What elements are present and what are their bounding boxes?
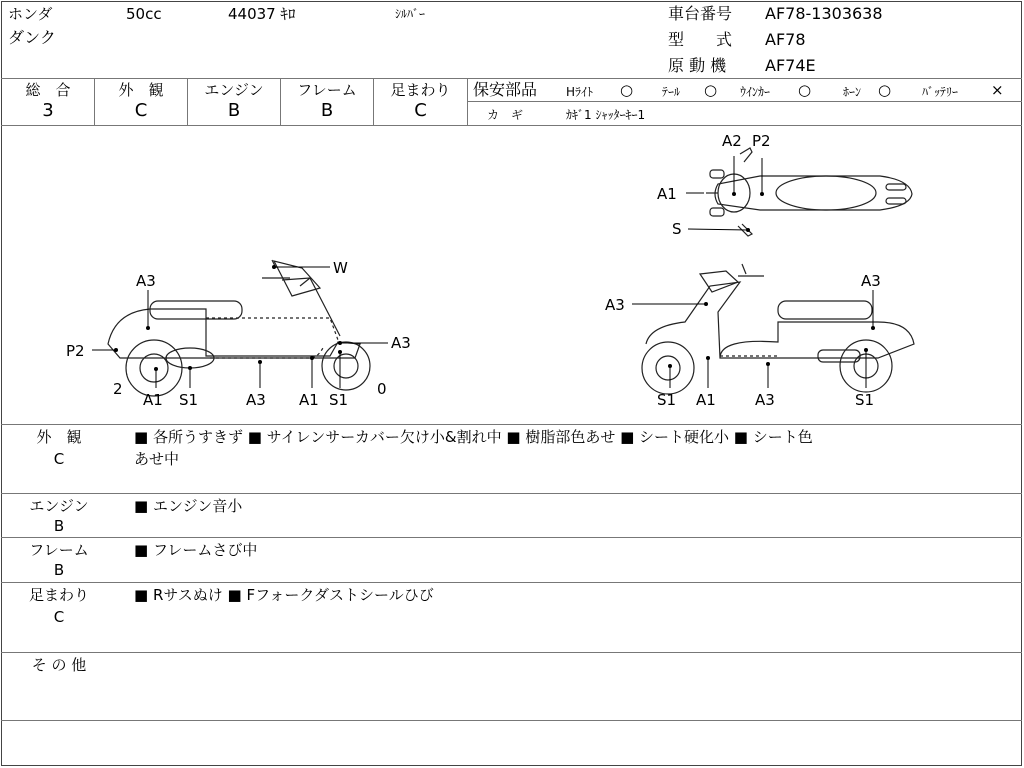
note-label: フレーム [29, 541, 89, 559]
note-grade: C [53, 608, 65, 626]
note-label: 足まわり [28, 586, 89, 604]
grade-value: B [227, 100, 241, 121]
color: ｼﾙﾊﾞｰ [395, 7, 426, 21]
type-label: 型 式 [668, 30, 733, 49]
damage-label: A1 [143, 391, 163, 409]
grade-label: フレーム [297, 81, 357, 99]
note-line: ■ 各所うすきず ■ サイレンサーカバー欠け小&割れ中 ■ 樹脂部色あせ ■ シート硬化小 ■ シート色 [134, 428, 813, 446]
note-line: ■ エンジン音小 [134, 497, 243, 515]
grade-label: 足まわり [390, 81, 451, 99]
divider [1, 652, 1022, 653]
grade-value: C [134, 100, 148, 121]
damage-label: A3 [605, 296, 625, 314]
damage-label: P2 [66, 342, 85, 360]
safety-item-name: ﾃｰﾙ [662, 85, 681, 99]
type-value: AF78 [765, 30, 806, 49]
damage-label: A1 [657, 185, 677, 203]
damage-label: S1 [657, 391, 677, 409]
divider [1, 582, 1022, 583]
grade-value: B [320, 100, 334, 121]
damage-diagram [0, 126, 1024, 424]
note-grade: B [53, 517, 65, 535]
damage-label: A3 [391, 334, 411, 352]
model-name: ダンク [8, 28, 56, 47]
damage-label: S1 [329, 391, 349, 409]
damage-label: A2 [722, 132, 742, 150]
key-value: ｶｷﾞ1 ｼｬｯﾀｰｷｰ1 [566, 108, 646, 122]
engine-model-label: 原 動 機 [668, 56, 727, 75]
divider [1, 537, 1022, 538]
safety-item-mark: ○ [878, 81, 892, 99]
mileage: 44037 ｷﾛ [228, 5, 296, 23]
divider [1, 78, 1022, 79]
damage-label: 0 [377, 380, 387, 398]
note-label: 外 観 [36, 428, 82, 446]
damage-label: A1 [299, 391, 319, 409]
damage-label: S1 [179, 391, 199, 409]
displacement: 50cc [126, 5, 162, 23]
chassis-label: 車台番号 [668, 4, 733, 23]
note-line: ■ フレームさび中 [134, 541, 258, 559]
note-label: エンジン [29, 497, 89, 515]
grade-value: 3 [42, 100, 54, 121]
damage-label: W [333, 259, 348, 277]
leader-lines [92, 156, 873, 388]
safety-item-mark: ○ [704, 81, 718, 99]
grade-label: 総 合 [25, 81, 71, 99]
divider [1, 424, 1022, 425]
safety-item-name: ﾊﾞｯﾃﾘｰ [922, 85, 959, 99]
note-label: そ の 他 [31, 656, 87, 674]
divider [467, 101, 1022, 102]
safety-item-name: Hﾗｲﾄ [566, 85, 594, 99]
divider [1, 720, 1022, 721]
safety-label: 保安部品 [473, 80, 538, 99]
scooter-top-view [706, 148, 912, 236]
note-line: ■ Rサスぬけ ■ Fフォークダストシールひび [134, 586, 434, 604]
damage-label: P2 [752, 132, 771, 150]
grade-value: C [414, 100, 427, 121]
damage-label: S [672, 220, 682, 238]
divider [1, 493, 1022, 494]
grade-label: エンジン [204, 81, 264, 99]
damage-label: A3 [136, 272, 156, 290]
note-grade: C [53, 450, 65, 468]
safety-item-mark: × [991, 81, 1004, 99]
safety-item-mark: ○ [620, 81, 634, 99]
damage-label: 2 [113, 380, 123, 398]
damage-label: S1 [855, 391, 875, 409]
safety-item-name: ｳｲﾝｶｰ [740, 85, 771, 99]
note-grade: B [53, 561, 65, 579]
damage-label: A3 [755, 391, 775, 409]
divider [467, 78, 468, 125]
chassis-value: AF78-1303638 [765, 4, 883, 23]
damage-label: A3 [861, 272, 881, 290]
note-line: あせ中 [134, 450, 180, 468]
safety-item-name: ﾎｰﾝ [843, 85, 862, 99]
damage-label: A3 [246, 391, 266, 409]
safety-item-mark: ○ [798, 81, 812, 99]
engine-model-value: AF74E [765, 56, 816, 75]
grade-label: 外 観 [118, 81, 164, 99]
maker: ホンダ [8, 5, 53, 23]
damage-dots [114, 192, 875, 371]
damage-label: A1 [696, 391, 716, 409]
key-label: カ ギ [487, 108, 524, 122]
